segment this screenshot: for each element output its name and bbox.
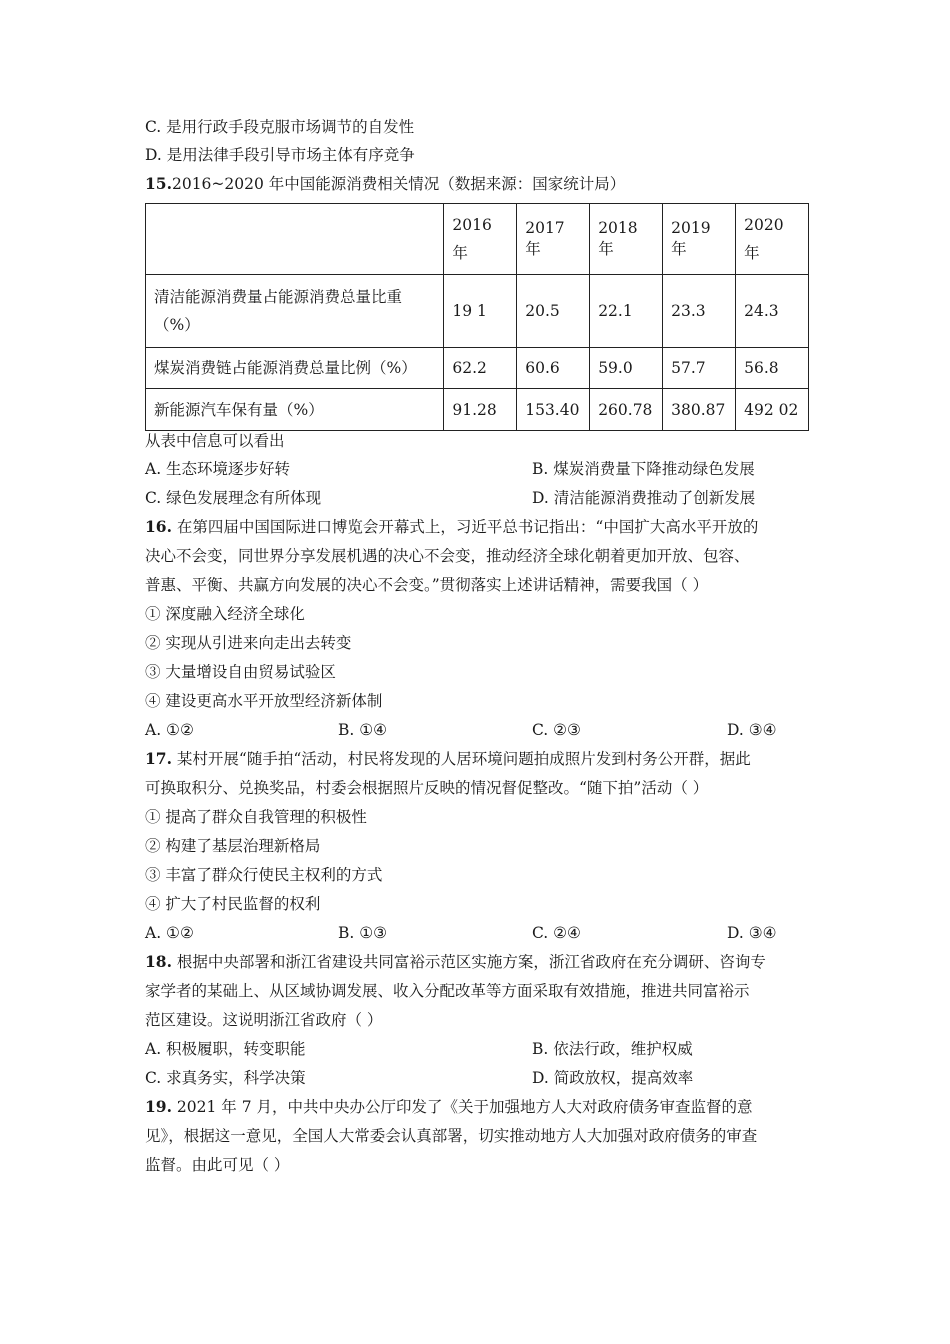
q17-option-a: A. ①②	[145, 924, 194, 942]
q19-stem-line: 见》，根据这一意见，全国人大常委会认真部署，切实推动地方人大加强对政府债务的审查	[145, 1127, 758, 1145]
q16-stem-line: 普惠、平衡、共赢方向发展的决心不会变。”贯彻落实上述讲话精神，需要我国（ ）	[145, 576, 709, 594]
q18-option-c: C. 求真务实，科学决策	[145, 1069, 306, 1087]
q15-stem-text: 2016~2020 年中国能源消费相关情况（数据来源：国家统计局）	[171, 175, 626, 193]
table-cell: 24.3	[736, 275, 809, 348]
energy-table	[145, 203, 809, 431]
table-cell: 62.2	[444, 348, 517, 389]
q16-option-a: A. ①②	[145, 721, 194, 739]
q17-text: 某村开展“随手拍“活动，村民将发现的人居环境问题拍成照片发到村务公开群，据此	[176, 750, 751, 768]
q19-number: 19.	[145, 1097, 172, 1116]
q16-stem-line: 决心不会变，同世界分享发展机遇的决心不会变，推动经济全球化朝着更加开放、包容、	[145, 547, 750, 565]
table-header-row	[146, 204, 809, 275]
q19-stem-line: 监督。由此可见（ ）	[145, 1156, 290, 1174]
table-cell: 56.8	[736, 348, 809, 389]
q18-option-b: B. 依法行政，维护权威	[532, 1040, 693, 1058]
q18-text: 根据中央部署和浙江省建设共同富裕示范区实施方案，浙江省政府在充分调研、咨询专	[176, 953, 766, 971]
q18-stem-line: 家学者的某础上、从区域协调发展、收入分配改革等方面采取有效措施，推进共同富裕示	[145, 982, 750, 1000]
table-row	[146, 389, 809, 431]
table-cell: 153.40	[517, 389, 590, 431]
q16-stem-line	[145, 517, 758, 537]
table-row	[146, 348, 809, 389]
year-header: 2018 年	[590, 204, 663, 275]
q15-option-a: A. 生态环境逐步好转	[145, 460, 291, 478]
q17-item: ② 构建了基层治理新格局	[145, 837, 321, 855]
q17-stem-line: 可换取积分、兑换奖品，村委会根据照片反映的情况督促整改。“随下拍”活动（ ）	[145, 779, 709, 797]
table-cell: 380.87	[663, 389, 736, 431]
q15-option-c: C. 绿色发展理念有所体现	[145, 489, 322, 507]
q16-option-b: B. ①④	[338, 721, 388, 739]
year-header: 2017 年	[517, 204, 590, 275]
q16-item: ② 实现从引进来向走出去转变	[145, 634, 352, 652]
table-cell: 20.5	[517, 275, 590, 348]
q18-number: 18.	[145, 952, 172, 971]
q17-option-b: B. ①③	[338, 924, 388, 942]
q14-option-d: D. 是用法律手段引导市场主体有序竞争	[145, 146, 415, 164]
q18-option-d: D. 简政放权，提高效率	[532, 1069, 694, 1087]
q14-option-c: C. 是用行政手段克服市场调节的自发性	[145, 118, 415, 136]
row-label: 新能源汽车保有量（%）	[146, 389, 444, 431]
q17-option-d: D. ③④	[727, 924, 777, 942]
row-label: 煤炭消费链占能源消费总量比例（%）	[146, 348, 444, 389]
q16-number: 16.	[145, 517, 172, 536]
row-label: 清洁能源消费量占能源消费总量比重（%）	[146, 275, 444, 348]
table-cell: 492 02	[736, 389, 809, 431]
q17-stem-line	[145, 749, 751, 769]
table-corner-cell	[146, 204, 444, 275]
q15-stem	[145, 174, 625, 194]
table-cell: 23.3	[663, 275, 736, 348]
q18-option-a: A. 积极履职，转变职能	[145, 1040, 306, 1058]
table-cell: 59.0	[590, 348, 663, 389]
q16-option-d: D. ③④	[727, 721, 777, 739]
table-cell: 22.1	[590, 275, 663, 348]
q15-option-b: B. 煤炭消费量下降推动绿色发展	[532, 460, 755, 478]
q16-item: ③ 大量增设自由贸易试验区	[145, 663, 336, 681]
table-cell: 57.7	[663, 348, 736, 389]
q15-after-table: 从表中信息可以看出	[145, 432, 285, 450]
table-cell: 91.28	[444, 389, 517, 431]
q17-item: ③ 丰富了群众行使民主权利的方式	[145, 866, 383, 884]
q18-stem-line: 范区建设。这说明浙江省政府（ ）	[145, 1011, 383, 1029]
q19-text: 2021 年 7 月，中共中央办公厅印发了《关于加强地方人大对政府债务审查监督的意	[176, 1098, 753, 1116]
q15-option-d: D. 清洁能源消费推动了创新发展	[532, 489, 756, 507]
q17-number: 17.	[145, 749, 172, 768]
q16-option-c: C. ②③	[532, 721, 581, 739]
table-row	[146, 275, 809, 348]
q16-item: ④ 建设更高水平开放型经济新体制	[145, 692, 383, 710]
q19-stem-line	[145, 1097, 753, 1117]
table-cell: 19 1	[444, 275, 517, 348]
table-cell: 260.78	[590, 389, 663, 431]
q18-stem-line	[145, 952, 766, 972]
q17-item: ④ 扩大了村民监督的权利	[145, 895, 321, 913]
q17-option-c: C. ②④	[532, 924, 581, 942]
q17-item: ① 提高了群众自我管理的积极性	[145, 808, 367, 826]
year-header: 2016 年	[444, 204, 517, 275]
q16-item: ① 深度融入经济全球化	[145, 605, 305, 623]
year-header: 2020 年	[736, 204, 809, 275]
table-cell: 60.6	[517, 348, 590, 389]
q15-number: 15.	[145, 174, 172, 193]
q16-text: 在第四届中国国际进口博览会开幕式上，习近平总书记指出：“中国扩大高水平开放的	[176, 518, 759, 536]
year-header: 2019 年	[663, 204, 736, 275]
